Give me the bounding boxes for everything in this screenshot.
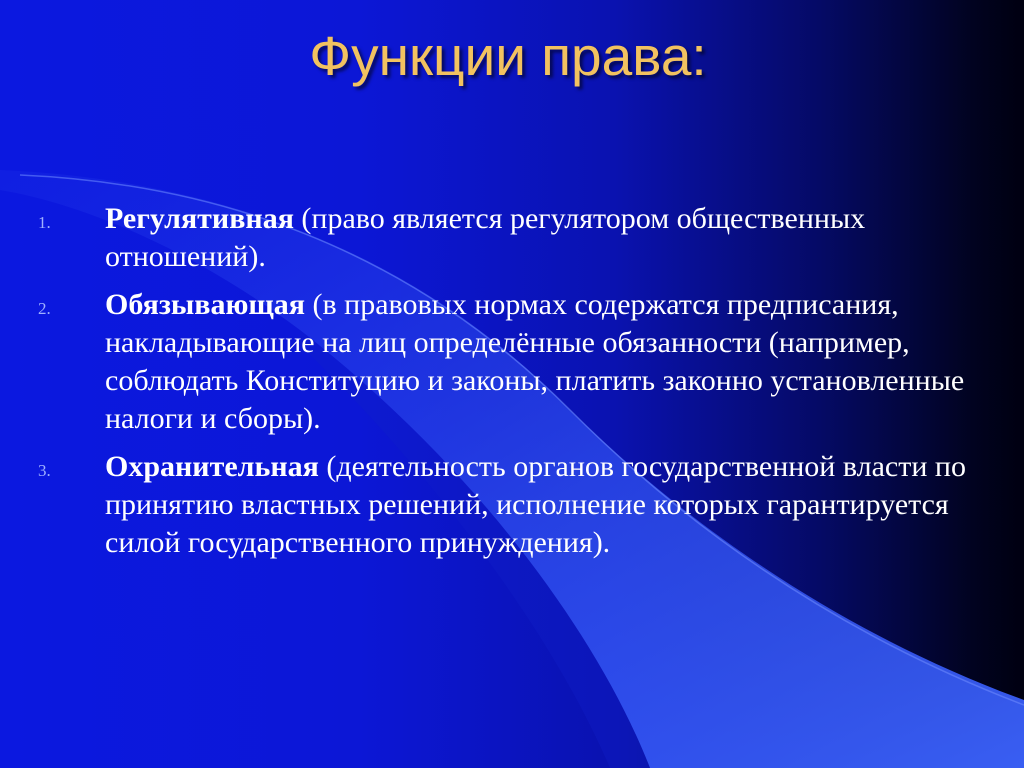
list-item	[0, 200, 1024, 276]
list-item-text	[105, 448, 985, 562]
item-description: (в правовых нормах содержатся предписания, накладывающие на лиц определённые обязанности (например, соблюдать Конституцию и законы, платить законно установленные налоги и сборы).	[105, 288, 965, 435]
item-description: (деятельность органов государственной власти по принятию властных решений, исполнение которых гарантируется силой государственного принуждения).	[105, 450, 966, 559]
list-number: 2.	[38, 299, 51, 318]
slide-title: Функции права:	[309, 25, 707, 87]
item-term: Обязывающая	[105, 288, 305, 321]
list-number: 3.	[38, 461, 51, 480]
list-item-text	[105, 200, 985, 276]
list-item-text	[105, 286, 985, 438]
item-term: Охранительная	[105, 450, 319, 483]
list-number: 1.	[38, 213, 51, 232]
list-item	[0, 448, 1024, 562]
list-item	[0, 286, 1024, 438]
item-description: (право является регулятором общественных отношений).	[105, 202, 866, 273]
functions-list	[0, 200, 1024, 572]
item-term: Регулятивная	[105, 202, 294, 235]
